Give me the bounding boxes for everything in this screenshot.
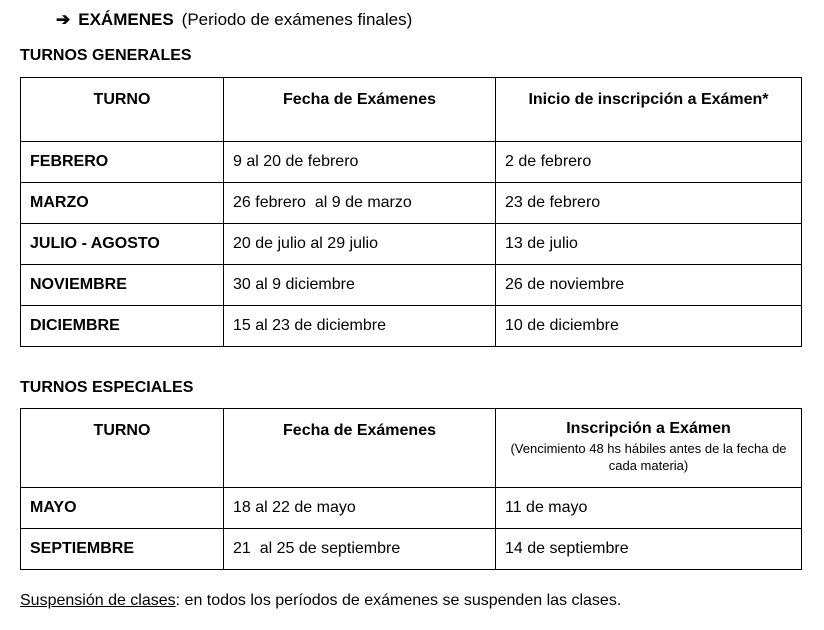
table-row — [21, 306, 802, 347]
fecha-cell: 18 al 22 de mayo — [224, 488, 496, 529]
fecha-cell: 26 febrero al 9 de marzo — [224, 183, 496, 224]
inscripcion-cell: 26 de noviembre — [496, 265, 802, 306]
header-inscripcion-note: (Vencimiento 48 hs hábiles antes de la fecha de cada materia) — [510, 441, 787, 473]
turno-cell: DICIEMBRE — [21, 306, 224, 347]
fecha-cell: 21 al 25 de septiembre — [224, 529, 496, 570]
table-row — [21, 529, 802, 570]
inscripcion-cell: 2 de febrero — [496, 142, 802, 183]
heading-title: EXÁMENES — [78, 10, 174, 29]
table-row — [21, 224, 802, 265]
turno-cell: FEBRERO — [21, 142, 224, 183]
special-section-title: TURNOS ESPECIALES — [20, 379, 194, 396]
arrow-right-icon: ➔ — [56, 10, 71, 29]
fecha-cell: 15 al 23 de diciembre — [224, 306, 496, 347]
suspension-note — [20, 592, 621, 610]
inscripcion-cell: 13 de julio — [496, 224, 802, 265]
fecha-cell: 30 al 9 diciembre — [224, 265, 496, 306]
inscripcion-cell: 10 de diciembre — [496, 306, 802, 347]
turno-cell: MAYO — [21, 488, 224, 529]
table-header-row — [21, 409, 802, 488]
special-turns-table — [20, 408, 802, 570]
general-section-title: TURNOS GENERALES — [20, 47, 192, 64]
turno-cell: MARZO — [21, 183, 224, 224]
inscripcion-cell: 11 de mayo — [496, 488, 802, 529]
general-turns-table — [20, 77, 802, 347]
turno-cell: NOVIEMBRE — [21, 265, 224, 306]
header-turno: TURNO — [21, 409, 224, 488]
heading-subtitle: (Periodo de exámenes finales) — [181, 10, 413, 29]
suspension-label: Suspensión de clases — [20, 592, 176, 609]
fecha-cell: 9 al 20 de febrero — [224, 142, 496, 183]
header-fecha: Fecha de Exámenes — [224, 409, 496, 488]
exams-heading — [56, 10, 412, 30]
header-inscripcion: Inicio de inscripción a Exámen* — [496, 78, 802, 142]
header-inscripcion — [496, 409, 802, 488]
inscripcion-cell: 14 de septiembre — [496, 529, 802, 570]
header-turno: TURNO — [21, 78, 224, 142]
inscripcion-cell: 23 de febrero — [496, 183, 802, 224]
table-row — [21, 142, 802, 183]
header-fecha: Fecha de Exámenes — [224, 78, 496, 142]
turno-cell: SEPTIEMBRE — [21, 529, 224, 570]
table-row — [21, 183, 802, 224]
turno-cell: JULIO - AGOSTO — [21, 224, 224, 265]
table-header-row — [21, 78, 802, 142]
fecha-cell: 20 de julio al 29 julio — [224, 224, 496, 265]
table-row — [21, 265, 802, 306]
table-row — [21, 488, 802, 529]
suspension-text: : en todos los períodos de exámenes se suspenden las clases. — [175, 592, 622, 609]
header-inscripcion-title: Inscripción a Exámen — [566, 420, 731, 437]
